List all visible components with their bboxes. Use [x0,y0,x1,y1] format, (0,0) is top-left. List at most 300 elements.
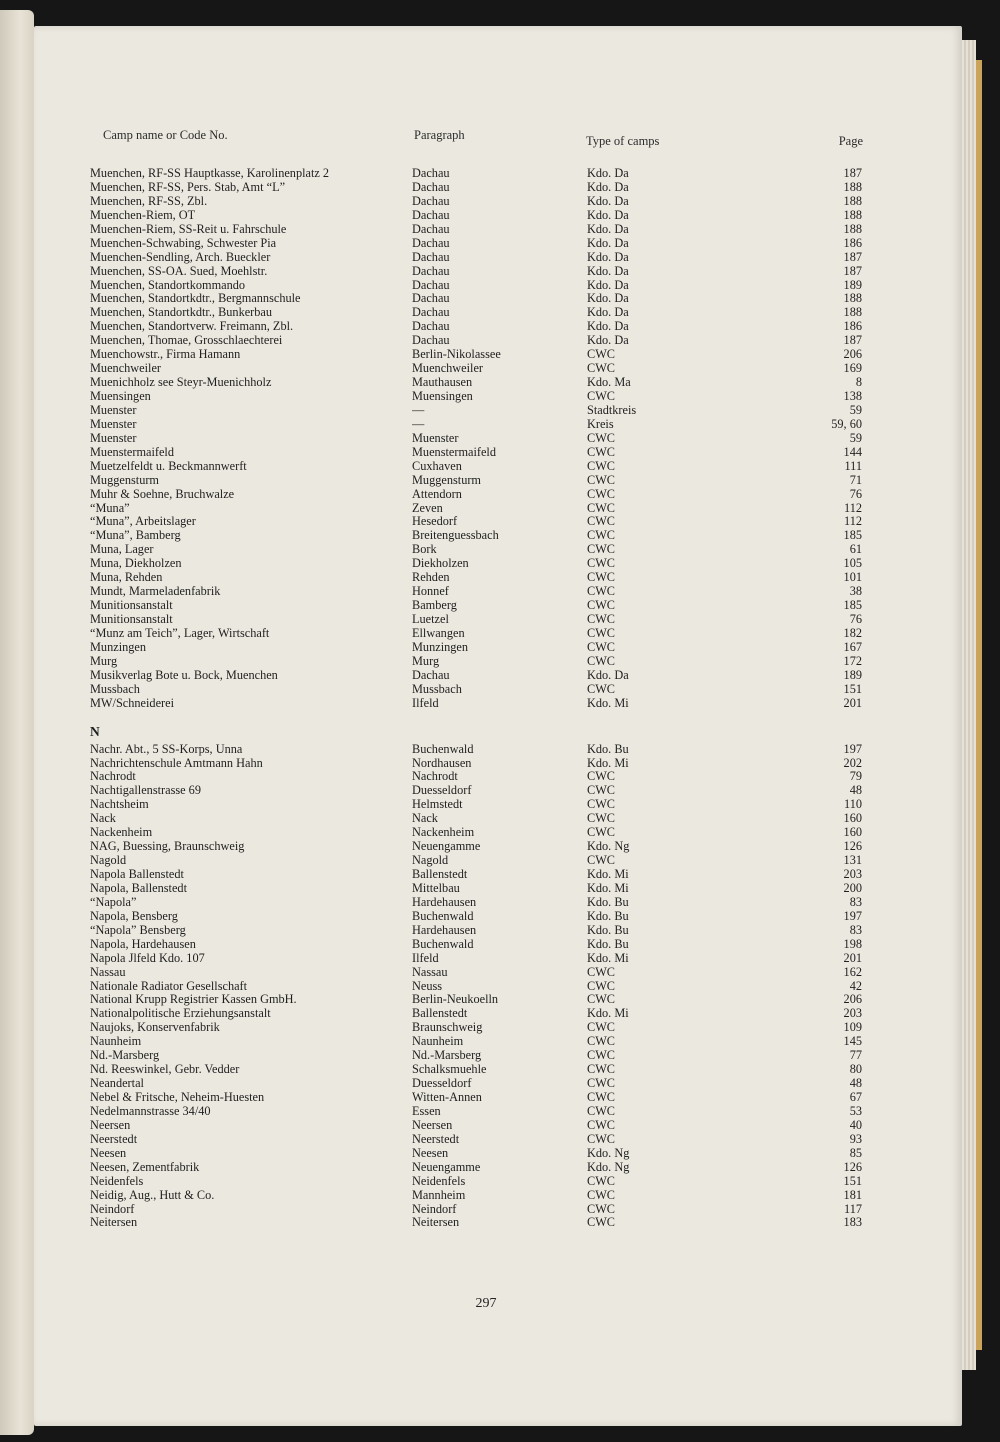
entry-page: 61 [849,542,862,557]
entry-paragraph: Helmstedt [412,798,463,812]
index-entry [90,237,862,251]
entry-name: Nack [90,812,116,826]
entry-type: CWC [587,348,616,362]
index-entry [90,557,862,571]
entry-paragraph: Nassau [412,965,448,979]
entry-paragraph: Muenster [412,431,459,445]
entry-name: Muenchen-Schwabing, Schwester Pia [90,236,277,250]
entry-page: 76 [849,486,862,501]
entry-name: “Munz am Teich”, Lager, Wirtschaft [90,626,270,640]
entry-paragraph: Luetzel [412,613,449,626]
entry-page: 187 [843,333,862,348]
entry-name: Nachtsheim [90,798,149,812]
entry-paragraph: Zeven [412,501,443,515]
entry-type: Kdo. Da [587,668,629,682]
index-entry [90,1119,862,1133]
entry-name: Nachr. Abt., 5 SS-Korps, Unna [90,742,243,756]
index-entry [90,1133,862,1147]
entry-name: Neidenfels [90,1174,144,1188]
entry-paragraph: Mannheim [412,1188,466,1202]
entry-type: Kdo. Da [587,264,629,278]
entry-page: 80 [849,1062,862,1077]
entry-paragraph: Neitersen [412,1216,460,1230]
entry-type: CWC [587,826,616,840]
index-entry [90,683,862,697]
index-entry [90,1021,862,1035]
entry-type: Kdo. Ng [587,840,630,854]
index-entry [90,488,862,502]
entry-page: 126 [843,839,862,854]
entry-name: Murg [90,654,118,668]
entry-type: CWC [587,770,616,784]
entry-page: 67 [849,1090,862,1104]
entry-page: 48 [849,1076,862,1091]
entry-paragraph: Dachau [412,250,450,264]
index-entry [90,1077,862,1091]
page-number: 297 [475,1296,497,1311]
entry-page: 187 [843,249,862,264]
index-entry [90,1189,862,1203]
entry-name: Neersen [90,1118,131,1132]
entry-type: CWC [587,1091,616,1104]
entry-page: 198 [843,936,862,951]
entry-page: 162 [843,964,862,979]
entry-name: Napola, Ballenstedt [90,881,187,895]
entry-type: CWC [587,445,616,459]
entry-name: National Krupp Registrier Kassen GmbH. [90,993,297,1007]
entry-paragraph: Neindorf [412,1202,457,1216]
index-entry [90,571,862,585]
entry-paragraph: Buchenwald [412,909,474,923]
index-entry [90,585,862,599]
index-entry [90,1175,862,1189]
entry-page: 38 [849,584,862,599]
index-entry [90,362,862,376]
entry-paragraph: Dachau [412,278,450,292]
entry-type: Kdo. Da [587,306,629,320]
entry-type: CWC [587,626,616,640]
entry-name: Nachrodt [90,770,136,784]
entry-page: 187 [843,263,862,278]
index-entry [90,627,862,641]
entry-name: Muenchen, Thomae, Grosschlaechterei [90,334,283,348]
entry-name: Muna, Diekholzen [90,557,182,571]
entry-paragraph: Munzingen [412,640,469,654]
entry-type: CWC [587,1049,616,1063]
entry-type: Kdo. Ma [587,376,631,390]
index-entry [90,1063,862,1077]
entry-page: 169 [843,361,862,376]
entry-name: Nationalpolitische Erziehungsanstalt [90,1007,271,1021]
entry-page: 188 [843,305,862,320]
entry-name: Nedelmannstrasse 34/40 [90,1104,211,1118]
entry-type: CWC [587,459,616,473]
entry-name: Muenchen, Standortkdtr., Bunkerbau [90,306,273,320]
entry-page: 189 [843,277,862,292]
index-entry [90,418,862,432]
entry-type: CWC [587,993,616,1007]
entry-type: CWC [587,798,616,812]
entry-name: Neesen, Zementfabrik [90,1160,200,1174]
header-paragraph: Paragraph [414,128,465,142]
entry-type: Stadtkreis [587,403,637,417]
index-entry [90,641,862,655]
entry-paragraph: Neerstedt [412,1132,460,1146]
entry-type: CWC [587,362,616,376]
index-entry [90,306,862,320]
entry-type: Kdo. Mi [587,696,629,710]
entry-page: 151 [843,681,862,696]
entry-page: 8 [855,375,862,390]
entry-name: Muetzelfeldt u. Beckmannwerft [90,459,247,473]
index-entry [90,798,862,812]
entry-page: 203 [843,1006,862,1021]
entry-paragraph: Dachau [412,264,450,278]
index-entry [90,279,862,293]
entry-type: Kdo. Da [587,236,629,250]
entry-type: CWC [587,812,616,826]
camp-index-list [90,167,862,1230]
entry-paragraph: Breitenguessbach [412,529,499,543]
section-letter-row [90,717,862,743]
index-entry [90,993,862,1007]
entry-paragraph: Dachau [412,180,450,194]
entry-paragraph: Buchenwald [412,937,474,951]
entry-type: CWC [587,654,616,668]
index-entry [90,334,862,348]
index-entry [90,209,862,223]
entry-type: Kdo. Mi [587,756,629,770]
index-entry [90,251,862,265]
entry-page: 185 [843,528,862,543]
entry-page: 189 [843,667,862,682]
entry-type: CWC [587,965,616,979]
left-page-edge [0,10,34,1435]
entry-name: Muhr & Soehne, Bruchwalze [90,487,235,501]
index-entry [90,529,862,543]
entry-type: CWC [587,1063,616,1077]
entry-type: Kdo. Mi [587,881,629,895]
index-entry [90,543,862,557]
index-entry [90,195,862,209]
entry-name: Neerstedt [90,1132,138,1146]
entry-paragraph: Dachau [412,306,450,320]
entry-name: Naunheim [90,1035,142,1049]
entry-paragraph: Nd.-Marsberg [412,1049,482,1063]
entry-paragraph: Neidenfels [412,1174,466,1188]
entry-page: 83 [849,894,862,909]
entry-type: CWC [587,1202,616,1216]
index-entry [90,812,862,826]
entry-type: Kdo. Ng [587,1160,630,1174]
entry-page: 201 [843,695,862,710]
entry-type: CWC [587,1104,616,1118]
entry-paragraph: Murg [412,654,440,668]
index-entry [90,1035,862,1049]
page-stack-edge [962,40,976,1370]
entry-paragraph: Duesseldorf [412,784,472,798]
index-entry [90,265,862,279]
index-entry [90,223,862,237]
entry-name: Neandertal [90,1077,144,1091]
entry-name: Mundt, Marmeladenfabrik [90,585,221,599]
entry-name: Muenchen, RF-SS, Pers. Stab, Amt “L” [90,180,286,194]
entry-name: Muenchen, RF-SS, Zbl. [90,194,208,208]
entry-type: Kdo. Ng [587,1146,630,1160]
entry-paragraph: Buchenwald [412,742,474,756]
entry-name: Nassau [90,965,126,979]
index-entry [90,770,862,784]
entry-paragraph: — [412,403,425,417]
entry-paragraph: Nackenheim [412,826,475,840]
entry-type: Kdo. Bu [587,937,629,951]
index-entry [90,502,862,516]
index-entry [90,432,862,446]
entry-page: 76 [849,612,862,626]
entry-paragraph: Hardehausen [412,895,477,909]
entry-type: Kdo. Bu [587,742,629,756]
entry-page: 77 [849,1048,862,1063]
entry-paragraph: Ballenstedt [412,868,468,881]
entry-page: 188 [843,291,862,306]
entry-page: 151 [843,1173,862,1188]
entry-type: CWC [587,613,616,626]
entry-name: Muenster [90,417,137,431]
entry-page: 110 [844,797,862,812]
entry-paragraph: Dachau [412,208,450,222]
entry-paragraph: Dachau [412,167,450,180]
entry-type: Kdo. Mi [587,951,629,965]
entry-name: Napola, Hardehausen [90,937,196,951]
entry-type: CWC [587,1118,616,1132]
entry-type: CWC [587,487,616,501]
entry-type: Kdo. Bu [587,923,629,937]
entry-paragraph: Dachau [412,292,450,306]
index-entry [90,1007,862,1021]
index-entry [90,697,862,711]
entry-page: 131 [843,853,862,868]
entry-page: 59, 60 [831,416,862,431]
entry-paragraph: Witten-Annen [412,1091,482,1104]
entry-type: CWC [587,682,616,696]
entry-name: MW/Schneiderei [90,696,175,710]
entry-name: Nd.-Marsberg [90,1049,160,1063]
entry-page: 105 [843,556,862,571]
entry-name: Muenchen-Sendling, Arch. Bueckler [90,250,271,264]
entry-paragraph: Ellwangen [412,626,465,640]
index-entry [90,980,862,994]
entry-type: Kdo. Da [587,250,629,264]
entry-name: Muenchen, Standortverw. Freimann, Zbl. [90,320,294,334]
entry-paragraph: Duesseldorf [412,1077,472,1091]
entry-name: Napola, Bensberg [90,909,178,923]
index-entry [90,757,862,771]
entry-name: Munzingen [90,640,147,654]
index-entry [90,348,862,362]
entry-page: 202 [843,755,862,770]
entry-paragraph: Ilfeld [412,951,439,965]
entry-type: Kdo. Bu [587,909,629,923]
entry-paragraph: Neuss [412,979,443,993]
entry-name: Muenchen, Standortkommando [90,278,246,292]
entry-type: CWC [587,1188,616,1202]
index-entry [90,390,862,404]
entry-name: Neidig, Aug., Hutt & Co. [90,1188,215,1202]
entry-paragraph: Dachau [412,222,450,236]
entry-paragraph: Cuxhaven [412,459,462,473]
entry-type: CWC [587,1174,616,1188]
index-entry [90,446,862,460]
entry-paragraph: Dachau [412,334,450,348]
entry-name: Muenchen-Riem, SS-Reit u. Fahrschule [90,222,287,236]
entry-name: “Muna” [90,501,130,515]
entry-name: Nachtigallenstrasse 69 [90,784,201,798]
entry-type: Kdo. Da [587,278,629,292]
entry-paragraph: Dachau [412,668,450,682]
entry-page: 181 [843,1187,862,1202]
index-entry [90,474,862,488]
index-entry [90,1147,862,1161]
entry-type: CWC [587,431,616,445]
index-entry [90,840,862,854]
entry-page: 71 [849,472,862,487]
entry-paragraph: Neuengamme [412,840,481,854]
entry-paragraph: Neuengamme [412,1160,481,1174]
entry-name: Nachrichtenschule Amtmann Hahn [90,756,263,770]
entry-type: CWC [587,529,616,543]
entry-page: 83 [849,922,862,937]
entry-paragraph: Berlin-Neukoelln [412,993,499,1007]
entry-name: Munitionsanstalt [90,613,173,626]
entry-paragraph: Bamberg [412,599,457,613]
index-entry [90,743,862,757]
entry-paragraph: Nack [412,812,438,826]
entry-page: 40 [849,1117,862,1132]
entry-name: Nd. Reeswinkel, Gebr. Vedder [90,1063,240,1077]
index-entry [90,1091,862,1105]
entry-type: CWC [587,1021,616,1035]
entry-type: Kdo. Da [587,194,629,208]
entry-page: 59 [849,402,862,417]
entry-name: Nagold [90,854,127,868]
entry-paragraph: Attendorn [412,487,462,501]
index-entry [90,1203,862,1217]
entry-page: 101 [843,570,862,585]
entry-paragraph: — [412,417,425,431]
index-entry [90,404,862,418]
entry-page: 85 [849,1145,862,1160]
index-entry [90,924,862,938]
entry-name: Neindorf [90,1202,135,1216]
entry-name: Neitersen [90,1216,138,1230]
entry-type: CWC [587,1035,616,1049]
entry-type: CWC [587,571,616,585]
entry-paragraph: Hesedorf [412,515,458,529]
index-entry [90,613,862,627]
index-entry [90,460,862,474]
entry-type: Kreis [587,417,614,431]
entry-type: Kdo. Da [587,292,629,306]
entry-type: CWC [587,390,616,403]
entry-name: Muensingen [90,390,151,403]
header-page: Page [838,134,863,148]
entry-type: CWC [587,501,616,515]
entry-type: CWC [587,599,616,613]
entry-type: CWC [587,473,616,487]
entry-paragraph: Nagold [412,854,449,868]
entry-paragraph: Ilfeld [412,696,439,710]
column-headers [103,128,863,150]
entry-paragraph: Nordhausen [412,756,472,770]
index-entry [90,1049,862,1063]
entry-type: Kdo. Da [587,167,629,180]
entry-name: Muenchen-Riem, OT [90,208,196,222]
entry-name: Muenichholz see Steyr-Muenichholz [90,376,272,390]
entry-page: 187 [843,166,862,180]
entry-name: “Napola” Bensberg [90,923,186,937]
entry-page: 200 [843,880,862,895]
entry-paragraph: Ballenstedt [412,1007,468,1021]
entry-type: Kdo. Da [587,334,629,348]
entry-name: Napola Ballenstedt [90,868,184,881]
index-entry [90,599,862,613]
entry-type: Kdo. Bu [587,895,629,909]
entry-page: 160 [843,811,862,826]
entry-paragraph: Mussbach [412,682,462,696]
entry-type: CWC [587,979,616,993]
entry-page: 188 [843,207,862,222]
entry-page: 188 [843,193,862,208]
entry-page: 160 [843,825,862,840]
index-entry [90,167,862,181]
index-entry [90,896,862,910]
index-entry [90,966,862,980]
gilt-edge [976,60,982,1350]
index-entry [90,655,862,669]
entry-paragraph: Honnef [412,585,449,599]
entry-paragraph: Rehden [412,571,450,585]
entry-name: “Napola” [90,895,137,909]
entry-name: Muenchweiler [90,362,162,376]
entry-paragraph: Neersen [412,1118,453,1132]
entry-page: 59 [849,430,862,445]
entry-page: 42 [849,978,862,993]
entry-page: 126 [843,1159,862,1174]
entry-type: CWC [587,784,616,798]
entry-name: Nebel & Fritsche, Neheim-Huesten [90,1091,265,1104]
index-entry [90,882,862,896]
entry-type: Kdo. Mi [587,1007,629,1021]
entry-page: 197 [843,741,862,756]
entry-paragraph: Berlin-Nikolassee [412,348,501,362]
entry-name: “Muna”, Bamberg [90,529,181,543]
entry-type: Kdo. Mi [587,868,629,881]
entry-name: Musikverlag Bote u. Bock, Muenchen [90,668,278,682]
entry-paragraph: Diekholzen [412,557,469,571]
entry-type: CWC [587,1132,616,1146]
entry-type: Kdo. Da [587,320,629,334]
index-entry [90,784,862,798]
entry-paragraph: Dachau [412,194,450,208]
entry-name: Muenchowstr., Firma Hamann [90,348,241,362]
entry-name: Muenchen, Standortkdtr., Bergmannschule [90,292,301,306]
entry-type: CWC [587,640,616,654]
entry-type: CWC [587,1216,616,1230]
header-type: Type of camps [586,134,660,148]
entry-paragraph: Muenchweiler [412,362,484,376]
index-entry [90,292,862,306]
entry-page: 138 [843,389,862,403]
